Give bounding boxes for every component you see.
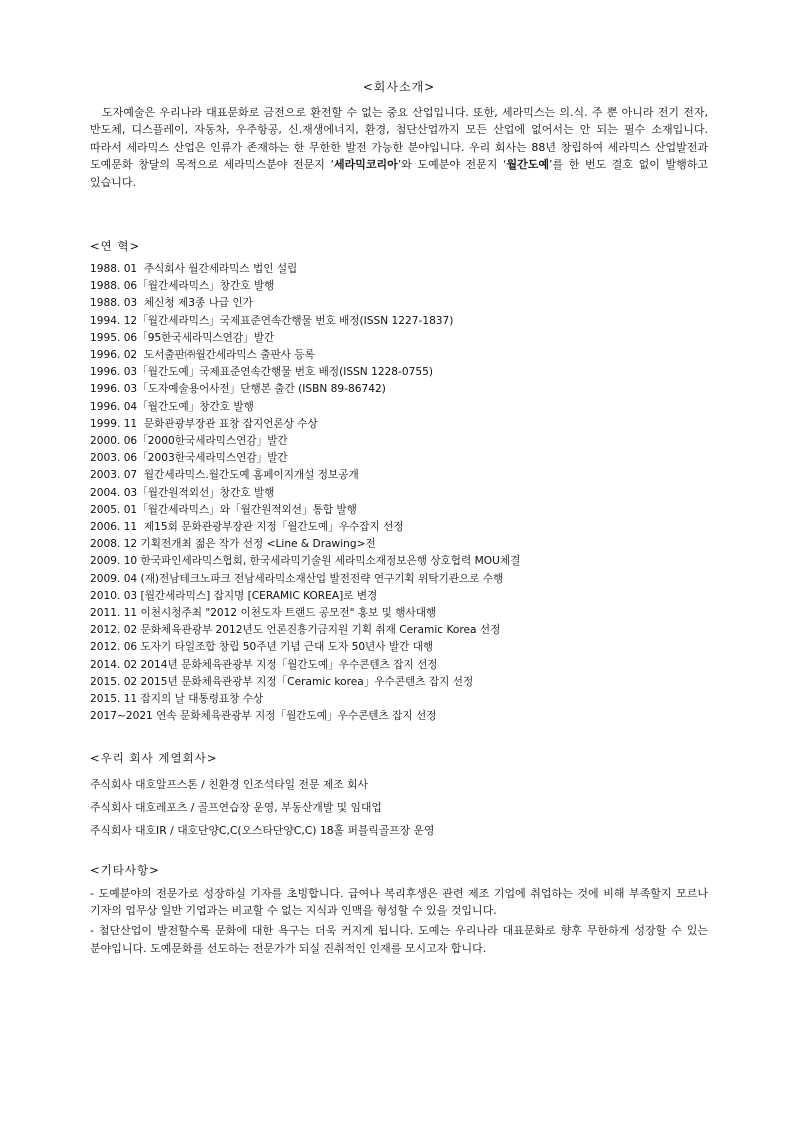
history-date: 2010. 03 [90,589,138,602]
history-date: 2015. 02 [90,675,138,688]
history-row [90,330,708,347]
history-event: 「2003한국세라믹스연감」발간 [137,452,288,465]
history-event: 도자기 타일조합 창립 50주년 기념 근대 도자 50년사 발간 대행 [137,641,434,654]
history-date: 2012. 02 [90,624,138,637]
history-row [90,347,708,364]
history-date: 2009. 10 [90,555,138,568]
magazine-name-ceramic-korea: 세라믹코리아 [333,158,398,172]
history-event: 체신청 제3종 나급 인가 [137,297,253,310]
history-event: 2014년 문화체육관광부 지정「월간도예」우수콘텐츠 잡지 선정 [137,658,438,671]
history-row [90,588,708,605]
history-row [90,708,708,725]
history-event: 「95한국세라믹스연감」발간 [137,331,275,344]
history-event: 문화체육관광부 2012년도 언론진흥기금지원 기획 취재 Ceramic Korea 선정 [137,624,501,637]
affiliates-heading: <우리 회사 계열회사> [90,751,218,765]
history-date: 2009. 04 [90,572,138,585]
history-date: 1996. 03 [90,383,138,396]
history-row [90,381,708,398]
history-event: 도서출판㈜월간세라믹스 출판사 등록 [137,349,315,362]
history-event: 주식회사 월간세라믹스 법인 설립 [137,263,298,275]
history-date: 2014. 02 [90,658,138,671]
history-event: 2015년 문화체육관광부 지정「Ceramic korea」우수콘텐츠 잡지 선정 [137,675,474,688]
history-date: 2003. 07 [90,469,138,482]
intro-text-3: ’를 한 번도 결호 없이 발행하고 있습니다. [90,158,708,189]
magazine-name-monthly-ceramics: 월간도예 [506,158,550,172]
affiliate-item: 주식회사 대호레포츠 / 골프연습장 운영, 부동산개발 및 임대업 [90,801,382,814]
history-event: 연속 문화체육관광부 지정「월간도예」우수콘텐츠 잡지 선정 [152,710,437,723]
history-row [90,261,708,278]
history-event: 「월간도예」창간호 발행 [137,400,254,413]
intro-text-2: ’와 도예분야 전문지 ‘ [397,158,507,172]
history-event: 이천시청주최 "2012 이천도자 트랜드 공모전" 홍보 및 행사대행 [137,607,437,620]
history-event: 「도자예술용어사전」단행본 출간 (ISBN 89-86742) [137,383,386,396]
history-date: 1988. 03 [90,297,138,310]
history-date: 2017~2021 [90,710,153,723]
history-row [90,364,708,381]
history-row [90,691,708,708]
history-date: 1996. 03 [90,366,138,379]
history-row [90,433,708,450]
history-row [90,622,708,639]
history-event: 「월간세라믹스」와「월간원적외선」통합 발행 [137,503,357,516]
history-row [90,502,708,519]
affiliate-item: 주식회사 대호IR / 대호단양C,C(오스타단양C,C) 18홀 퍼블릭골프장 운영 [90,824,435,837]
history-date: 1996. 02 [90,349,138,362]
history-date: 1999. 11 [90,417,138,430]
intro-paragraph [90,104,708,191]
history-date: 1994. 12 [90,314,138,327]
history-date: 1995. 06 [90,331,138,344]
history-date: 2000. 06 [90,435,138,448]
intro-text-1: 도자예술은 우리나라 대표문화로 금전으로 환전할 수 없는 중요 산업입니다. 또한, 세라믹스는 의.식. 주 뿐 아니라 전기 전자, 반도체, 디스플레이, 자동차, 우주항공, 신.재생에너지, 환경, 첨단산업까지 모든 산업에 없어서는 안 되는 필수 소재입니다. 따라서 세라믹스 산업은 인류가 존재하는 한 무한한 발전 가능한 분야입니다. 우리 회사는 88년 창립하여 세라믹스 산업발전과 도예문화 창달의 목적으로 세라믹스분야 전문지 ‘ [90,106,708,172]
history-date: 2004. 03 [90,486,138,499]
history-row [90,450,708,467]
history-date: 2012. 06 [90,641,138,654]
history-event: 「월간세라믹스」국제표준연속간행물 번호 배정(ISSN 1227-1837) [137,314,454,327]
history-date: 2005. 01 [90,503,138,516]
history-row [90,278,708,295]
history-event: 기획전개최 젊은 작가 선정 <Line & Drawing>전 [137,538,376,551]
history-date: 2003. 06 [90,452,138,465]
history-event: 문화관광부장관 표창 잡지언론상 수상 [137,417,318,430]
history-event: 한국파인세라믹스협회, 한국세라믹기술원 세라믹소재정보은행 상호협력 MOU체결 [137,555,521,568]
history-date: 2011. 11 [90,607,138,620]
history-row [90,605,708,622]
history-row [90,485,708,502]
history-event: 「월간도예」국제표준연속간행물 번호 배정(ISSN 1228-0755) [137,366,433,379]
history-row [90,313,708,330]
history-row [90,399,708,416]
etc-item: - 첨단산업이 발전할수록 문화에 대한 욕구는 더욱 커지게 됩니다. 도예는 우리나라 대표문화로 향후 무한하게 성장할 수 있는 분야입니다. 도예문화를 선도하는 전문가가 되실 진취적인 인재를 모시고자 합니다. [90,924,708,955]
history-row [90,674,708,691]
affiliates-list [90,773,708,842]
etc-list [90,885,708,960]
history-row [90,519,708,536]
etc-item: - 도예분야의 전문가로 성장하실 기자를 초빙합니다. 급여나 복리후생은 관련 제조 기업에 취업하는 것에 비해 부족할지 모르나 기자의 업무상 일반 기업과는 비교할 수 없는 지식과 인맥을 형성할 수 있을 것입니다. [90,887,708,918]
history-event: (재)전남테크노파크 전남세라믹소재산업 발전전략 연구기획 위탁기관으로 수행 [137,572,504,585]
history-event: [월간세라믹스] 잡지명 [CERAMIC KOREA]로 변경 [137,589,378,602]
history-row [90,657,708,674]
history-row [90,536,708,553]
history-date: 1988. 01 [90,263,138,275]
history-event: 월간세라믹스.월간도예 홈페이지개설 정보공개 [137,469,359,482]
history-list [90,261,708,725]
history-date: 2008. 12 [90,538,138,551]
history-date: 1988. 06 [90,280,138,293]
history-date: 2015. 11 [90,693,138,706]
history-event: 제15회 문화관광부장관 지정「월간도예」우수잡지 선정 [137,521,404,534]
history-row [90,553,708,570]
history-event: 「월간세라믹스」창간호 발행 [137,280,275,293]
history-heading: <연 혁> [90,239,141,253]
history-row [90,467,708,484]
history-date: 1996. 04 [90,400,138,413]
history-event: 「월간원적외선」창간호 발행 [137,486,275,499]
page-title: <회사소개> [362,80,436,94]
history-row [90,295,708,312]
etc-heading: <기타사항> [90,863,160,877]
history-row [90,571,708,588]
history-event: 「2000한국세라믹스연감」발간 [137,435,288,448]
history-date: 2006. 11 [90,521,138,534]
history-row [90,639,708,656]
history-row [90,416,708,433]
affiliate-item: 주식회사 대호알프스톤 / 친환경 인조석타일 전문 제조 회사 [90,778,368,791]
history-event: 잡지의 날 대통령표창 수상 [137,693,264,706]
